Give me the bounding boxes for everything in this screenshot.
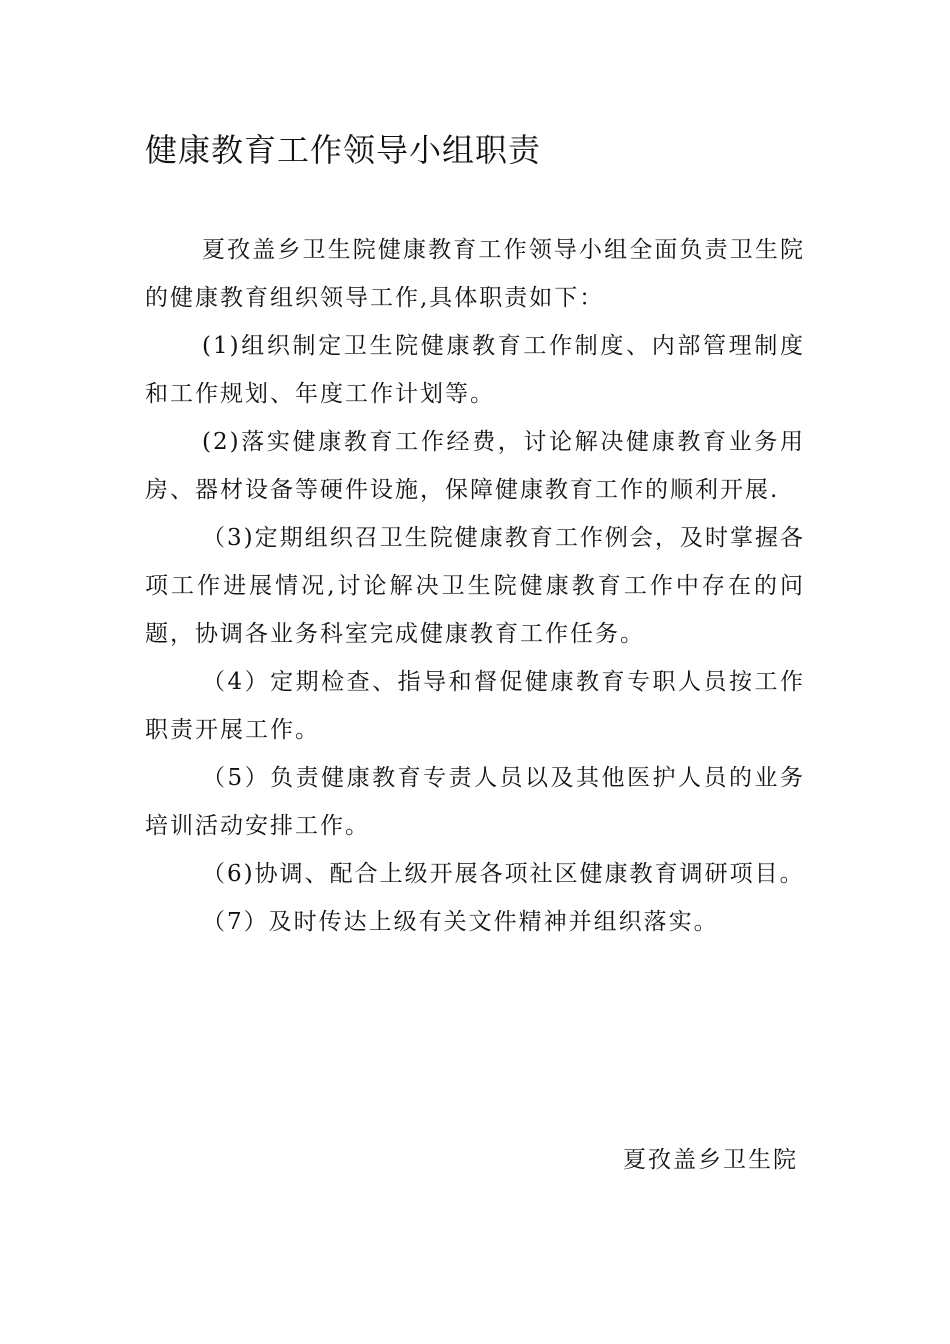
duty-item-5: （5）负责健康教育专责人员以及其他医护人员的业务培训活动安排工作。 [145, 765, 805, 839]
intro-paragraph: 夏孜盖乡卫生院健康教育工作领导小组全面负责卫生院的健康教育组织领导工作,具体职责如下： [145, 237, 805, 311]
duty-item-4: （4）定期检查、指导和督促健康教育专职人员按工作职责开展工作。 [145, 669, 805, 743]
page-title: 健康教育工作领导小组职责 [145, 131, 542, 169]
duty-item-2: (2)落实健康教育工作经费，讨论解决健康教育业务用房、器材设备等硬件设施，保障健康教育工作的顺利开展. [145, 429, 805, 503]
document-body [145, 226, 805, 946]
duty-item-3: （3)定期组织召卫生院健康教育工作例会，及时掌握各项工作进展情况,讨论解决卫生院健康教育工作中存在的问题，协调各业务科室完成健康教育工作任务。 [145, 525, 805, 647]
duty-item-6: （6)协调、配合上级开展各项社区健康教育调研项目。 [202, 861, 805, 887]
signature: 夏孜盖乡卫生院 [623, 1147, 798, 1173]
duty-item-7: （7）及时传达上级有关文件精神并组织落实。 [202, 909, 719, 935]
duty-item-1: (1)组织制定卫生院健康教育工作制度、内部管理制度和工作规划、年度工作计划等。 [145, 333, 805, 407]
